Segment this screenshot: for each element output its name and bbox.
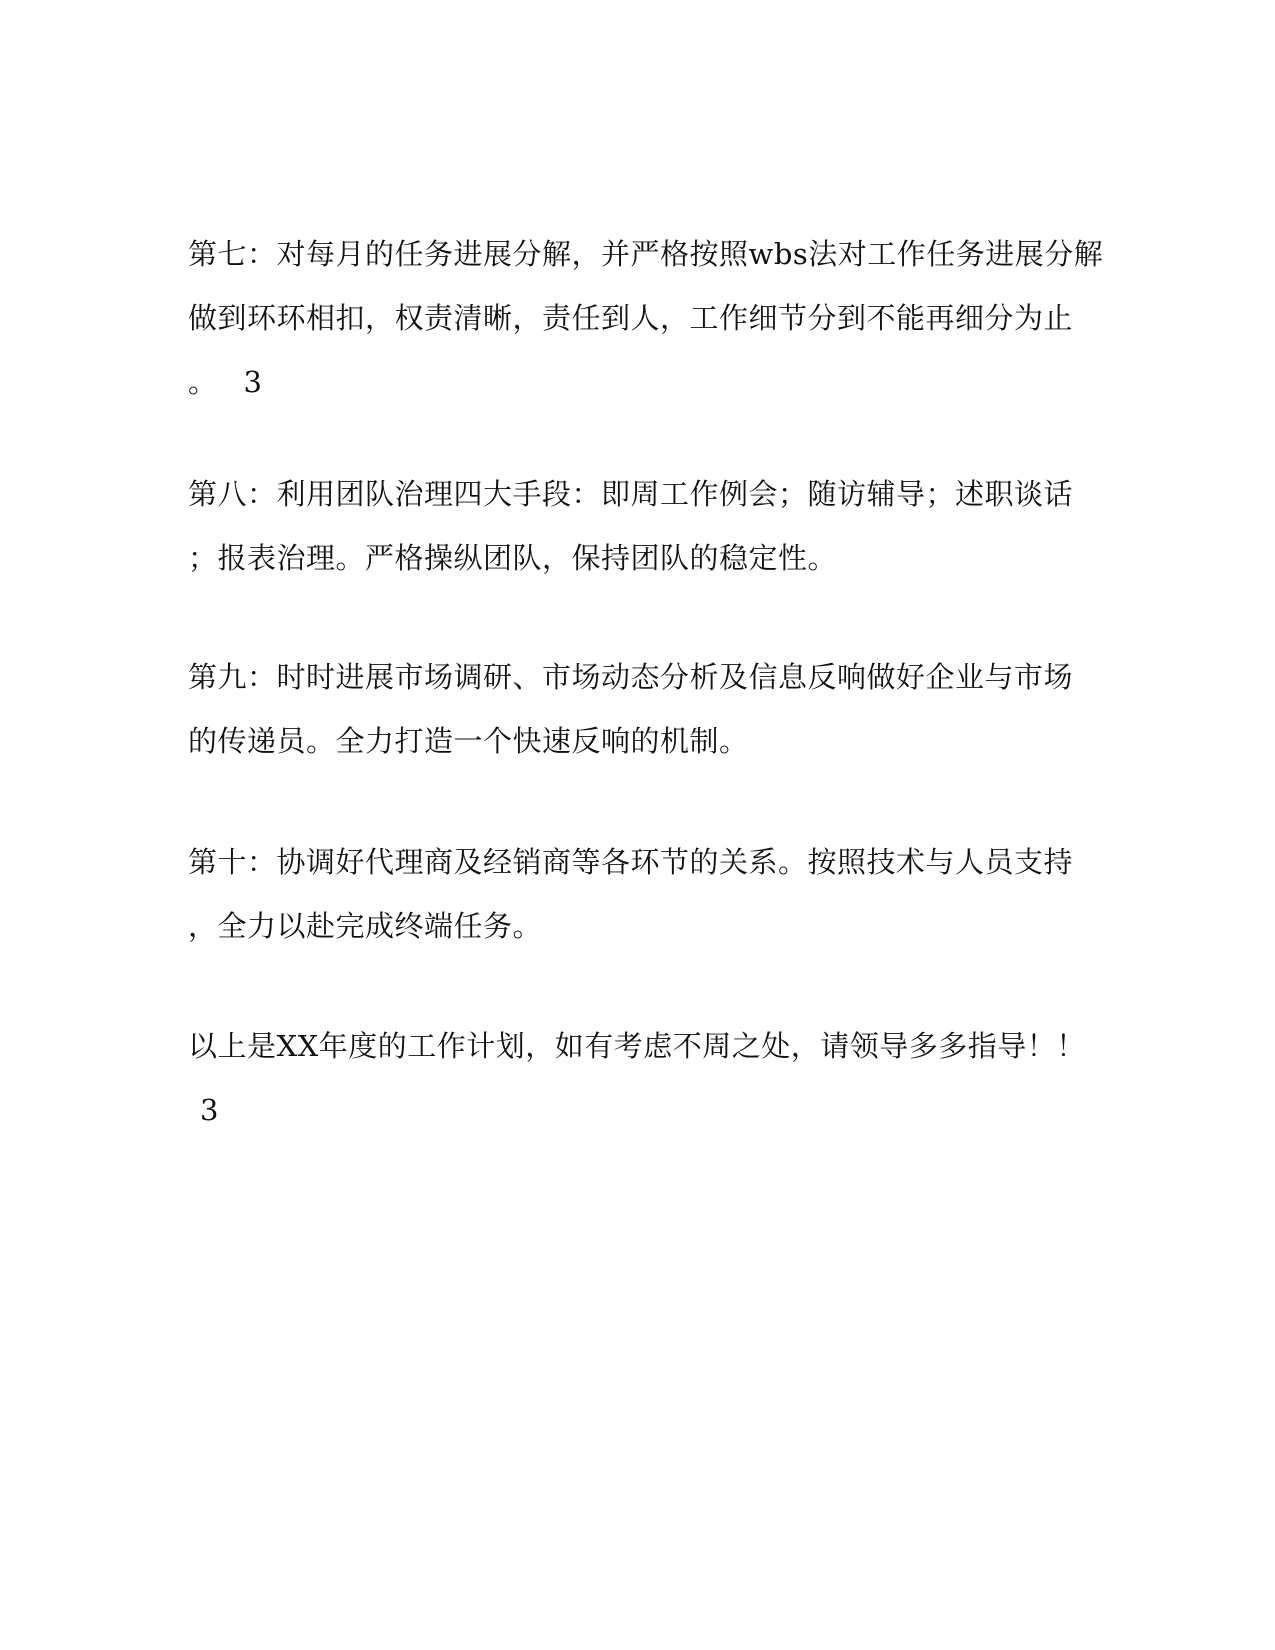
paragraph-line: 以上是XX年度的工作计划，如有考虑不周之处，请领导多多指导！！: [188, 1029, 1086, 1063]
paragraph-10: [188, 830, 1088, 958]
paragraph-7: [188, 222, 1104, 414]
paragraph-line: ，全力以赴完成终端任务。: [188, 909, 543, 943]
paragraph-line: 的传递员。全力打造一个快速反响的机制。: [188, 724, 749, 758]
paragraph-line: 第十：协调好代理商及经销商等各环节的关系。按照技术与人员支持: [188, 845, 1074, 879]
footnote-mark: 3: [200, 1093, 219, 1127]
paragraph-line: 第九：时时进展市场调研、市场动态分析及信息反响做好企业与市场: [188, 660, 1074, 694]
paragraph-9: [188, 645, 1088, 773]
paragraph-8: [188, 462, 1088, 590]
footnote-mark: 3: [243, 365, 263, 399]
closing-paragraph: [188, 1014, 1088, 1142]
paragraph-line: 做到环环相扣，权责清晰，责任到人，工作细节分到不能再细分为止: [188, 301, 1074, 335]
paragraph-line: 第八：利用团队治理四大手段：即周工作例会；随访辅导；述职谈话: [188, 477, 1074, 511]
paragraph-line: [188, 350, 1088, 414]
paragraph-line-text: 。: [188, 365, 218, 399]
paragraph-line: ；报表治理。严格操纵团队，保持团队的稳定性。: [188, 541, 838, 575]
paragraph-line: 第七：对每月的任务进展分解，并严格按照wbs法对工作任务进展分解: [188, 237, 1104, 271]
